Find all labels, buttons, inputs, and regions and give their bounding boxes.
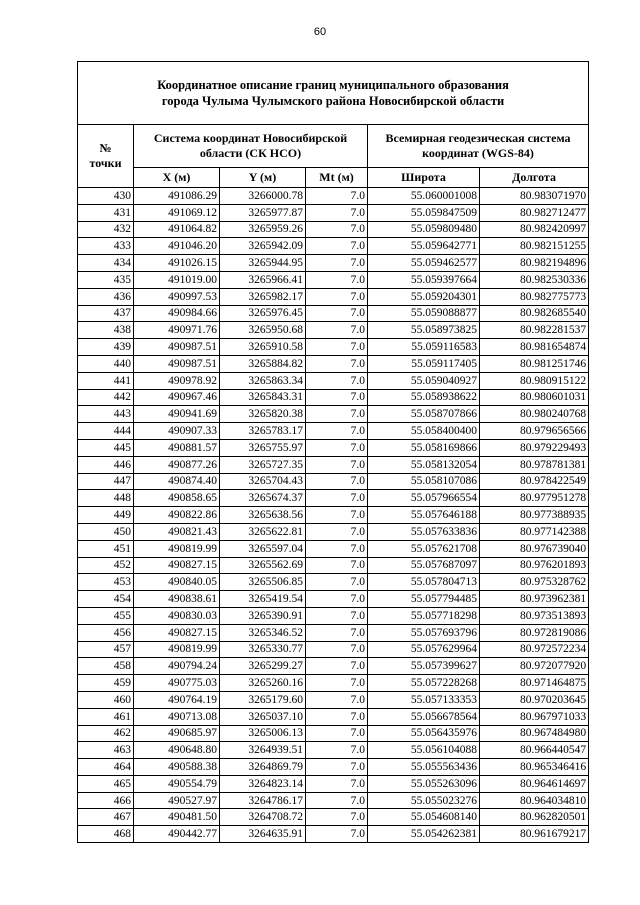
cell-latitude: 55.057646188: [368, 507, 480, 524]
cell-y: 3265622.81: [220, 523, 306, 540]
cell-y: 3265820.38: [220, 406, 306, 423]
cell-y: 3264635.91: [220, 826, 306, 843]
cell-latitude: 55.059397664: [368, 271, 480, 288]
cell-point-number: 442: [78, 389, 134, 406]
table-row: [78, 322, 589, 339]
cell-point-number: 443: [78, 406, 134, 423]
cell-y: 3264939.51: [220, 742, 306, 759]
cell-y: 3265910.58: [220, 339, 306, 356]
cell-point-number: 455: [78, 607, 134, 624]
cell-mt: 7.0: [306, 473, 368, 490]
header-longitude: Долгота: [480, 168, 589, 188]
table-row: [78, 574, 589, 591]
table-title-line2: города Чулыма Чулымского района Новосибирской области: [161, 94, 505, 108]
table-row: [78, 742, 589, 759]
cell-y: 3265674.37: [220, 490, 306, 507]
cell-longitude: 80.964614697: [480, 775, 589, 792]
cell-latitude: 55.059117405: [368, 355, 480, 372]
cell-longitude: 80.978422549: [480, 473, 589, 490]
cell-latitude: 55.058973825: [368, 322, 480, 339]
cell-y: 3265704.43: [220, 473, 306, 490]
cell-longitude: 80.982420997: [480, 221, 589, 238]
cell-mt: 7.0: [306, 523, 368, 540]
cell-y: 3264823.14: [220, 775, 306, 792]
cell-y: 3265506.85: [220, 574, 306, 591]
cell-y: 3265299.27: [220, 658, 306, 675]
cell-x: 490941.69: [134, 406, 220, 423]
table-row: [78, 809, 589, 826]
cell-mt: 7.0: [306, 372, 368, 389]
cell-latitude: 55.060001008: [368, 188, 480, 205]
cell-latitude: 55.055263096: [368, 775, 480, 792]
cell-point-number: 446: [78, 456, 134, 473]
cell-x: 491026.15: [134, 255, 220, 272]
cell-x: 490877.26: [134, 456, 220, 473]
cell-mt: 7.0: [306, 759, 368, 776]
table-row: [78, 355, 589, 372]
cell-latitude: 55.057228268: [368, 675, 480, 692]
table-row: [78, 523, 589, 540]
cell-mt: 7.0: [306, 708, 368, 725]
coordinates-table: [77, 61, 589, 843]
cell-mt: 7.0: [306, 271, 368, 288]
cell-longitude: 80.973962381: [480, 591, 589, 608]
cell-latitude: 55.054608140: [368, 809, 480, 826]
table-row: [78, 607, 589, 624]
cell-point-number: 460: [78, 691, 134, 708]
cell-latitude: 55.057966554: [368, 490, 480, 507]
table-row: [78, 238, 589, 255]
table-row: [78, 456, 589, 473]
cell-latitude: 55.055563436: [368, 759, 480, 776]
cell-mt: 7.0: [306, 322, 368, 339]
cell-longitude: 80.972077920: [480, 658, 589, 675]
table-row: [78, 473, 589, 490]
cell-latitude: 55.058707866: [368, 406, 480, 423]
cell-latitude: 55.059116583: [368, 339, 480, 356]
table-row: [78, 826, 589, 843]
cell-y: 3265260.16: [220, 675, 306, 692]
table-row: [78, 759, 589, 776]
cell-y: 3265982.17: [220, 288, 306, 305]
cell-x: 490442.77: [134, 826, 220, 843]
cell-mt: 7.0: [306, 792, 368, 809]
cell-latitude: 55.057718298: [368, 607, 480, 624]
cell-point-number: 430: [78, 188, 134, 205]
cell-y: 3265783.17: [220, 423, 306, 440]
table-row: [78, 490, 589, 507]
cell-point-number: 462: [78, 725, 134, 742]
cell-longitude: 80.976739040: [480, 540, 589, 557]
cell-x: 490554.79: [134, 775, 220, 792]
cell-latitude: 55.059642771: [368, 238, 480, 255]
header-x: X (м): [134, 168, 220, 188]
cell-point-number: 456: [78, 624, 134, 641]
cell-x: 491019.00: [134, 271, 220, 288]
cell-longitude: 80.972819086: [480, 624, 589, 641]
page-number: 60: [313, 26, 327, 38]
cell-longitude: 80.964034810: [480, 792, 589, 809]
cell-longitude: 80.966440547: [480, 742, 589, 759]
cell-x: 490821.43: [134, 523, 220, 540]
cell-mt: 7.0: [306, 204, 368, 221]
cell-latitude: 55.059040927: [368, 372, 480, 389]
cell-point-number: 467: [78, 809, 134, 826]
cell-longitude: 80.977142388: [480, 523, 589, 540]
cell-latitude: 55.059204301: [368, 288, 480, 305]
cell-mt: 7.0: [306, 691, 368, 708]
cell-point-number: 465: [78, 775, 134, 792]
table-row: [78, 372, 589, 389]
cell-longitude: 80.973513893: [480, 607, 589, 624]
cell-mt: 7.0: [306, 540, 368, 557]
cell-latitude: 55.057629964: [368, 641, 480, 658]
table-row: [78, 339, 589, 356]
header-point-word: точки: [89, 156, 122, 170]
cell-latitude: 55.059847509: [368, 204, 480, 221]
cell-longitude: 80.972572234: [480, 641, 589, 658]
cell-x: 490764.19: [134, 691, 220, 708]
cell-mt: 7.0: [306, 809, 368, 826]
cell-mt: 7.0: [306, 658, 368, 675]
cell-point-number: 444: [78, 423, 134, 440]
header-y: Y (м): [220, 168, 306, 188]
cell-x: 490840.05: [134, 574, 220, 591]
cell-longitude: 80.965346416: [480, 759, 589, 776]
cell-latitude: 55.057399627: [368, 658, 480, 675]
cell-x: 490822.86: [134, 507, 220, 524]
cell-longitude: 80.979229493: [480, 439, 589, 456]
cell-point-number: 435: [78, 271, 134, 288]
cell-y: 3265638.56: [220, 507, 306, 524]
table-row: [78, 389, 589, 406]
cell-y: 3266000.78: [220, 188, 306, 205]
cell-y: 3265959.26: [220, 221, 306, 238]
cell-longitude: 80.980915122: [480, 372, 589, 389]
cell-x: 490987.51: [134, 355, 220, 372]
cell-point-number: 463: [78, 742, 134, 759]
cell-latitude: 55.059088877: [368, 305, 480, 322]
cell-longitude: 80.982281537: [480, 322, 589, 339]
cell-point-number: 457: [78, 641, 134, 658]
table-title-line1: Координатное описание границ муниципального образования: [157, 78, 509, 92]
cell-mt: 7.0: [306, 607, 368, 624]
header-system-nso: Система координат Новосибирской области (СК НСО): [134, 125, 368, 168]
cell-longitude: 80.982712477: [480, 204, 589, 221]
cell-longitude: 80.975328762: [480, 574, 589, 591]
cell-point-number: 438: [78, 322, 134, 339]
cell-latitude: 55.057693796: [368, 624, 480, 641]
cell-x: 490685.97: [134, 725, 220, 742]
cell-mt: 7.0: [306, 641, 368, 658]
cell-x: 491064.82: [134, 221, 220, 238]
cell-longitude: 80.961679217: [480, 826, 589, 843]
cell-point-number: 453: [78, 574, 134, 591]
table-title: [78, 62, 589, 125]
table-row: [78, 439, 589, 456]
header-system-wgs: Всемирная геодезическая система координат (WGS-84): [368, 125, 589, 168]
cell-x: 491046.20: [134, 238, 220, 255]
header-mt: Mt (м): [306, 168, 368, 188]
cell-point-number: 458: [78, 658, 134, 675]
table-body: [78, 188, 589, 843]
cell-longitude: 80.983071970: [480, 188, 589, 205]
table-row: [78, 204, 589, 221]
table-row: [78, 507, 589, 524]
cell-x: 490971.76: [134, 322, 220, 339]
cell-latitude: 55.058169866: [368, 439, 480, 456]
cell-mt: 7.0: [306, 288, 368, 305]
cell-latitude: 55.057687097: [368, 557, 480, 574]
cell-mt: 7.0: [306, 742, 368, 759]
cell-longitude: 80.982151255: [480, 238, 589, 255]
table-row: [78, 775, 589, 792]
table-row: [78, 708, 589, 725]
table-row: [78, 591, 589, 608]
cell-latitude: 55.057804713: [368, 574, 480, 591]
cell-point-number: 466: [78, 792, 134, 809]
cell-y: 3264708.72: [220, 809, 306, 826]
cell-y: 3265006.13: [220, 725, 306, 742]
cell-point-number: 439: [78, 339, 134, 356]
cell-longitude: 80.982775773: [480, 288, 589, 305]
table-row: [78, 691, 589, 708]
table-row: [78, 271, 589, 288]
cell-latitude: 55.056435976: [368, 725, 480, 742]
cell-longitude: 80.980240768: [480, 406, 589, 423]
cell-x: 491069.12: [134, 204, 220, 221]
cell-longitude: 80.971464875: [480, 675, 589, 692]
cell-y: 3265755.97: [220, 439, 306, 456]
cell-point-number: 464: [78, 759, 134, 776]
table-row: [78, 792, 589, 809]
cell-x: 490907.33: [134, 423, 220, 440]
cell-point-number: 440: [78, 355, 134, 372]
cell-y: 3265727.35: [220, 456, 306, 473]
table-row: [78, 540, 589, 557]
cell-mt: 7.0: [306, 826, 368, 843]
cell-y: 3265390.91: [220, 607, 306, 624]
cell-longitude: 80.977951278: [480, 490, 589, 507]
table-row: [78, 188, 589, 205]
cell-x: 490978.92: [134, 372, 220, 389]
cell-x: 490984.66: [134, 305, 220, 322]
cell-latitude: 55.058132054: [368, 456, 480, 473]
cell-x: 490819.99: [134, 540, 220, 557]
cell-mt: 7.0: [306, 490, 368, 507]
cell-x: 490830.03: [134, 607, 220, 624]
cell-latitude: 55.056104088: [368, 742, 480, 759]
cell-y: 3265346.52: [220, 624, 306, 641]
cell-x: 490481.50: [134, 809, 220, 826]
cell-y: 3265966.41: [220, 271, 306, 288]
table-row: [78, 221, 589, 238]
cell-y: 3265419.54: [220, 591, 306, 608]
cell-x: 490874.40: [134, 473, 220, 490]
cell-y: 3265884.82: [220, 355, 306, 372]
cell-mt: 7.0: [306, 305, 368, 322]
cell-point-number: 447: [78, 473, 134, 490]
table-row: [78, 557, 589, 574]
cell-point-number: 445: [78, 439, 134, 456]
table-row: [78, 423, 589, 440]
cell-x: 490881.57: [134, 439, 220, 456]
table-row: [78, 725, 589, 742]
cell-x: 490713.08: [134, 708, 220, 725]
cell-mt: 7.0: [306, 725, 368, 742]
cell-x: 490997.53: [134, 288, 220, 305]
cell-latitude: 55.057794485: [368, 591, 480, 608]
cell-longitude: 80.980601031: [480, 389, 589, 406]
cell-point-number: 431: [78, 204, 134, 221]
header-point-symbol: №: [99, 141, 112, 155]
cell-latitude: 55.058938622: [368, 389, 480, 406]
cell-y: 3265843.31: [220, 389, 306, 406]
cell-y: 3265597.04: [220, 540, 306, 557]
header-point-number: [78, 125, 134, 188]
header-latitude: Широта: [368, 168, 480, 188]
cell-mt: 7.0: [306, 406, 368, 423]
cell-longitude: 80.981654874: [480, 339, 589, 356]
cell-x: 490827.15: [134, 624, 220, 641]
cell-latitude: 55.057621708: [368, 540, 480, 557]
cell-longitude: 80.978781381: [480, 456, 589, 473]
cell-longitude: 80.967484980: [480, 725, 589, 742]
cell-latitude: 55.058107086: [368, 473, 480, 490]
cell-point-number: 449: [78, 507, 134, 524]
cell-point-number: 451: [78, 540, 134, 557]
cell-latitude: 55.054262381: [368, 826, 480, 843]
cell-point-number: 437: [78, 305, 134, 322]
cell-mt: 7.0: [306, 238, 368, 255]
cell-point-number: 450: [78, 523, 134, 540]
cell-point-number: 432: [78, 221, 134, 238]
cell-mt: 7.0: [306, 423, 368, 440]
cell-y: 3265179.60: [220, 691, 306, 708]
cell-point-number: 468: [78, 826, 134, 843]
cell-longitude: 80.962820501: [480, 809, 589, 826]
table-row: [78, 658, 589, 675]
cell-latitude: 55.056678564: [368, 708, 480, 725]
cell-y: 3265942.09: [220, 238, 306, 255]
table-row: [78, 624, 589, 641]
cell-latitude: 55.057633836: [368, 523, 480, 540]
cell-mt: 7.0: [306, 775, 368, 792]
cell-x: 490838.61: [134, 591, 220, 608]
cell-y: 3265976.45: [220, 305, 306, 322]
cell-y: 3265863.34: [220, 372, 306, 389]
cell-point-number: 454: [78, 591, 134, 608]
table-row: [78, 641, 589, 658]
cell-longitude: 80.976201893: [480, 557, 589, 574]
cell-point-number: 433: [78, 238, 134, 255]
cell-mt: 7.0: [306, 389, 368, 406]
cell-longitude: 80.982685540: [480, 305, 589, 322]
table-row: [78, 406, 589, 423]
cell-point-number: 461: [78, 708, 134, 725]
cell-mt: 7.0: [306, 675, 368, 692]
cell-y: 3264869.79: [220, 759, 306, 776]
cell-y: 3265330.77: [220, 641, 306, 658]
table-row: [78, 675, 589, 692]
table-row: [78, 305, 589, 322]
cell-point-number: 459: [78, 675, 134, 692]
cell-longitude: 80.970203645: [480, 691, 589, 708]
cell-point-number: 441: [78, 372, 134, 389]
cell-longitude: 80.982194896: [480, 255, 589, 272]
cell-x: 490827.15: [134, 557, 220, 574]
cell-point-number: 434: [78, 255, 134, 272]
cell-mt: 7.0: [306, 188, 368, 205]
cell-mt: 7.0: [306, 456, 368, 473]
cell-mt: 7.0: [306, 507, 368, 524]
cell-latitude: 55.059462577: [368, 255, 480, 272]
cell-point-number: 448: [78, 490, 134, 507]
cell-x: 490858.65: [134, 490, 220, 507]
cell-y: 3265950.68: [220, 322, 306, 339]
cell-x: 490775.03: [134, 675, 220, 692]
cell-latitude: 55.055023276: [368, 792, 480, 809]
cell-latitude: 55.057133353: [368, 691, 480, 708]
cell-mt: 7.0: [306, 624, 368, 641]
table-row: [78, 288, 589, 305]
cell-mt: 7.0: [306, 339, 368, 356]
cell-x: 490648.80: [134, 742, 220, 759]
cell-mt: 7.0: [306, 591, 368, 608]
cell-mt: 7.0: [306, 221, 368, 238]
cell-longitude: 80.979656566: [480, 423, 589, 440]
cell-x: 491086.29: [134, 188, 220, 205]
cell-y: 3264786.17: [220, 792, 306, 809]
cell-longitude: 80.967971033: [480, 708, 589, 725]
cell-x: 490967.46: [134, 389, 220, 406]
cell-longitude: 80.982530336: [480, 271, 589, 288]
cell-point-number: 452: [78, 557, 134, 574]
cell-x: 490588.38: [134, 759, 220, 776]
cell-latitude: 55.059809480: [368, 221, 480, 238]
cell-mt: 7.0: [306, 557, 368, 574]
cell-y: 3265562.69: [220, 557, 306, 574]
table-row: [78, 255, 589, 272]
cell-mt: 7.0: [306, 439, 368, 456]
cell-mt: 7.0: [306, 255, 368, 272]
cell-point-number: 436: [78, 288, 134, 305]
cell-y: 3265944.95: [220, 255, 306, 272]
cell-y: 3265977.87: [220, 204, 306, 221]
cell-longitude: 80.977388935: [480, 507, 589, 524]
cell-longitude: 80.981251746: [480, 355, 589, 372]
cell-x: 490794.24: [134, 658, 220, 675]
cell-y: 3265037.10: [220, 708, 306, 725]
cell-latitude: 55.058400400: [368, 423, 480, 440]
cell-x: 490819.99: [134, 641, 220, 658]
cell-mt: 7.0: [306, 574, 368, 591]
cell-x: 490527.97: [134, 792, 220, 809]
cell-x: 490987.51: [134, 339, 220, 356]
cell-mt: 7.0: [306, 355, 368, 372]
